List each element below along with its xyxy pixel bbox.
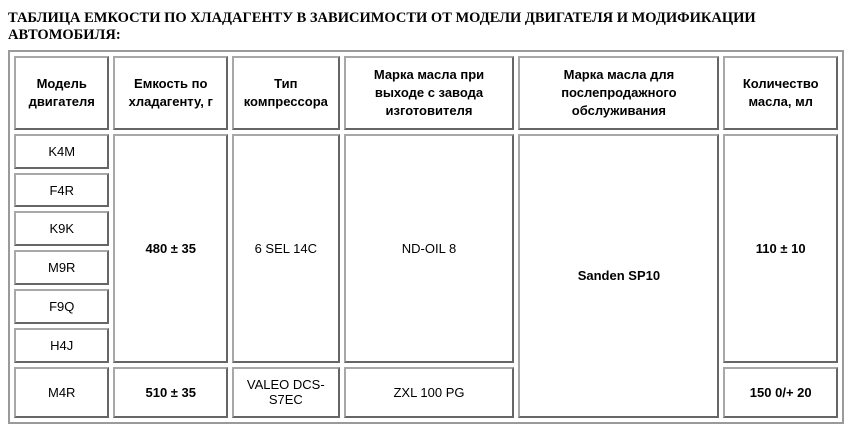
capacity-cell: 510 ± 35	[113, 367, 228, 418]
oil-amount-cell: 150 0/+ 20	[723, 367, 838, 418]
table-row	[14, 134, 838, 169]
header-oil-service: Марка масла для послепродажного обслуживания	[518, 56, 719, 130]
engine-cell: M4R	[14, 367, 109, 418]
compressor-cell: 6 SEL 14C	[232, 134, 340, 363]
refrigerant-table	[8, 50, 844, 424]
page-title: ТАБЛИЦА ЕМКОСТИ ПО ХЛАДАГЕНТУ В ЗАВИСИМОСТИ ОТ МОДЕЛИ ДВИГАТЕЛЯ И МОДИФИКАЦИИ АВТОМОБИЛЯ:	[8, 10, 756, 43]
engine-cell: F4R	[14, 173, 109, 208]
capacity-cell: 480 ± 35	[113, 134, 228, 363]
header-capacity: Емкость по хладагенту, г	[113, 56, 228, 130]
engine-cell: H4J	[14, 328, 109, 363]
header-engine: Модель двигателя	[14, 56, 109, 130]
oil-factory-cell: ZXL 100 PG	[344, 367, 515, 418]
oil-factory-cell: ND-OIL 8	[344, 134, 515, 363]
header-oil-amount: Количество масла, мл	[723, 56, 838, 130]
header-compressor: Тип компрессора	[232, 56, 340, 130]
engine-cell: K4M	[14, 134, 109, 169]
oil-service-cell: Sanden SP10	[518, 134, 719, 418]
header-oil-factory: Марка масла при выходе с завода изготовителя	[344, 56, 515, 130]
engine-cell: M9R	[14, 250, 109, 285]
engine-cell: F9Q	[14, 289, 109, 324]
engine-cell: K9K	[14, 211, 109, 246]
oil-amount-cell: 110 ± 10	[723, 134, 838, 363]
compressor-cell: VALEO DCS-S7EC	[232, 367, 340, 418]
header-row	[14, 56, 838, 130]
